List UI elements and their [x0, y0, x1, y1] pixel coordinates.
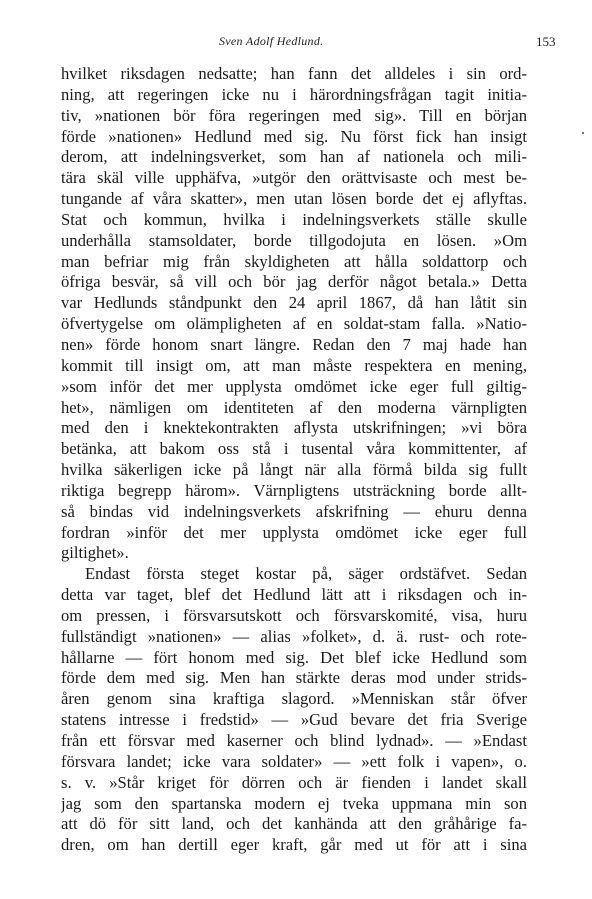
text-line: derom, att indelningsverket, som han af nationela och mili-: [61, 147, 527, 167]
text-line: så bindas vid indelningsverkets afskrifning — ehuru denna: [61, 501, 527, 521]
text-line: var Hedlunds ståndpunkt den 24 april 1867, då han låtit sin: [61, 293, 527, 313]
text-line: öfvertygelse om olämpligheten af en soldat-stam falla. »Natio-: [61, 314, 527, 334]
text-line: detta var taget, blef det Hedlund lätt att i riksdagen och in-: [61, 585, 527, 605]
body-text: [61, 64, 527, 856]
scan-speck: [582, 132, 584, 134]
running-title: Sven Adolf Hedlund.: [219, 34, 324, 48]
text-line: förde »nationen» Hedlund med sig. Nu först fick han insigt: [61, 126, 527, 146]
page-number: 153: [536, 34, 556, 49]
text-line: betänka, att bakom oss stå i tusental våra kommittenter, af: [61, 439, 527, 459]
text-line: hållarne — fört honom med sig. Det blef icke Hedlund som: [61, 647, 527, 667]
text-line: öfriga besvär, så vill och bör jag derför något betala.» Detta: [61, 272, 527, 292]
text-line: förde dem med sig. Men han stärkte deras mod under strids-: [61, 668, 527, 688]
text-line: nen» förde honom snart längre. Redan den 7 maj hade han: [61, 334, 527, 354]
text-line: riktiga begrepp härom». Värnpligtens utsträckning borde allt-: [61, 480, 527, 500]
text-line: försvara landet; icke vara soldater» — »ett folk i vapen», o.: [61, 751, 527, 771]
text-line: tiv, »nationen bör föra regeringen med sig». Till en början: [61, 105, 527, 125]
text-line: man befriar mig från skyldigheten att hålla soldattorp och: [61, 251, 527, 271]
text-line: hvilket riksdagen nedsatte; han fann det alldeles i sin ord-: [61, 64, 527, 83]
text-line: kommit till insigt om, att man måste respektera en mening,: [61, 355, 527, 375]
text-line: tungande af våra skatter», men utan lösen borde det ej aflyftas.: [61, 189, 527, 209]
text-line: tära skäl ville upphäfva, »utgör den orättvisaste och mest be-: [61, 168, 527, 188]
text-line: åren genom sina kraftiga slagord. »Menniskan står öfver: [61, 689, 527, 709]
text-line: underhålla stamsoldater, borde tillgodojuta en lösen. »Om: [61, 230, 527, 250]
text-line: giltighet».: [61, 543, 129, 563]
text-line: med den i knektekontrakten aflysta utskrifningen; »vi böra: [61, 418, 527, 438]
text-line: het», nämligen om identiteten af den moderna värnpligten: [61, 397, 527, 417]
text-line: jag som den spartanska modern ej tveka uppmana min son: [61, 793, 527, 813]
text-line: fordran »inför det mer upplysta omdömet icke eger full: [61, 522, 527, 542]
text-line: Endast första steget kostar på, säger ordstäfvet. Sedan: [85, 564, 527, 584]
text-line: ning, att regeringen icke nu i härordningsfrågan tagit initia-: [61, 84, 527, 104]
text-line: statens intresse i fredstid» — »Gud bevare det fria Sverige: [61, 710, 527, 730]
running-head: [0, 34, 592, 54]
text-line: om pressen, i försvarsutskott och försvarskomité, visa, huru: [61, 605, 527, 625]
text-line: från ett försvar med kaserner och blind lydnad». — »Endast: [61, 731, 527, 750]
text-line: dren, om han dertill eger kraft, går med ut för att i sina: [61, 835, 527, 855]
text-line: fullständigt »nationen» — alias »folket», d. ä. rust- och rote-: [61, 626, 527, 646]
text-line: »som inför det mer upplysta omdömet icke eger full giltig-: [61, 376, 527, 396]
text-line: hvilka säkerligen icke på långt när alla förmå bilda sig fullt: [61, 460, 527, 480]
text-line: Stat och kommun, hvilka i indelningsverkets ställe skulle: [61, 209, 527, 229]
text-line: s. v. »Står kriget för dörren och är fienden i landet skall: [61, 772, 527, 792]
text-line: att dö för sitt land, och det kanhända att den gråhårige fa-: [61, 814, 527, 834]
